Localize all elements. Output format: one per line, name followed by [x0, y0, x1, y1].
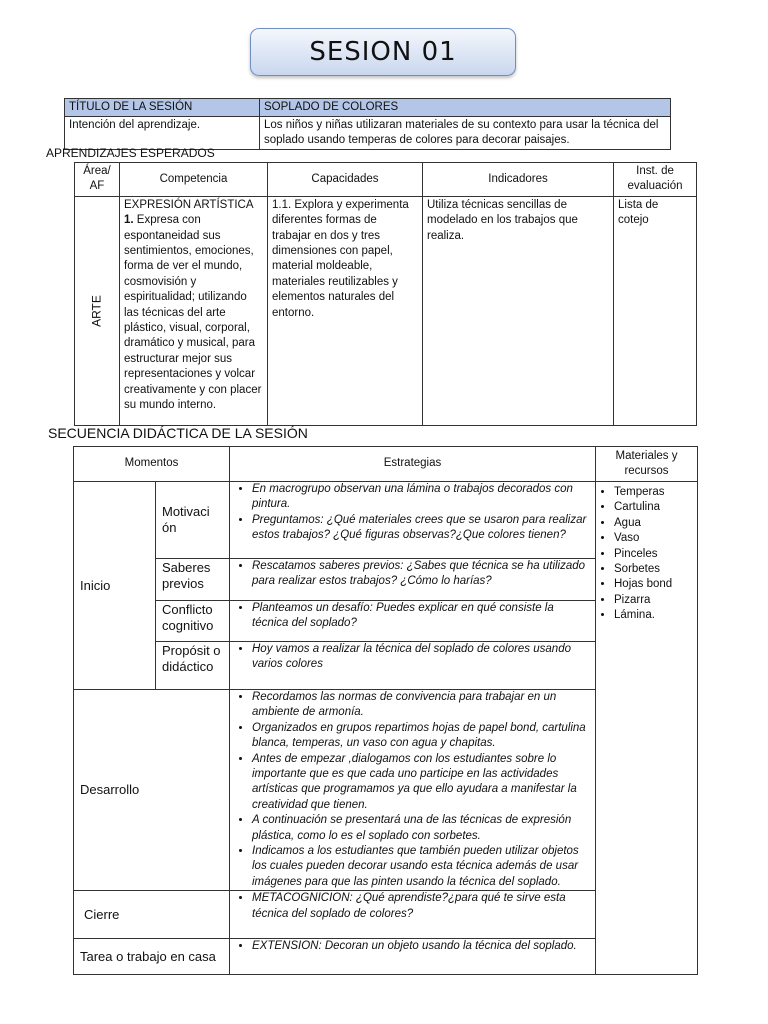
secuencia-header-row: [74, 447, 698, 482]
list-item: • Pizarra: [614, 593, 693, 608]
aprendizajes-row: [75, 196, 697, 425]
proposito-strategies: [230, 642, 596, 690]
list-item: • Temperas: [614, 485, 693, 500]
materiales-list: [600, 485, 693, 624]
proposito-label: Propósit o didáctico: [156, 642, 230, 690]
conflicto-list: [234, 601, 591, 632]
header-indicadores: Indicadores: [423, 163, 614, 197]
list-item: • Hojas bond: [614, 577, 693, 592]
list-item: • Agua: [614, 516, 693, 531]
list-item: • Organizados en grupos repartimos hojas de papel bond, cartulina blanca, temperas, un vaso con agua y chapitas.: [252, 721, 591, 752]
list-item: • Lámina.: [614, 608, 693, 623]
desarrollo-list: [234, 690, 591, 890]
list-item: • Planteamos un desafío: Puedes explicar en qué consiste la técnica del soplado?: [252, 601, 591, 632]
list-item: • A continuación se presentará una de las técnicas de expresión plástica, como lo es el soplado con sorbetes.: [252, 813, 591, 844]
cierre-list: [234, 891, 591, 922]
session-title: SESION 01: [250, 28, 516, 76]
inicio-label: Inicio: [74, 482, 156, 690]
list-item: • Cartulina: [614, 500, 693, 515]
header-competencia: Competencia: [120, 163, 268, 197]
session-info-table: [64, 98, 671, 150]
indicadores-cell: Utiliza técnicas sencillas de modelado en los trabajos que realiza.: [423, 196, 614, 425]
list-item: • Sorbetes: [614, 562, 693, 577]
list-item: • Hoy vamos a realizar la técnica del soplado de colores usando varios colores: [252, 642, 591, 673]
motivacion-row: [74, 482, 698, 559]
competencia-description: Expresa con espontaneidad sus sentimientos, emociones, forma de ver el mundo, cosmovisión y espiritualidad; utilizando las técnicas del arte plástico, visual, corporal, dramático y musical, para estructurar mejor sus representaciones y volcar creativamente y con placer su mundo interno.: [124, 214, 262, 412]
proposito-list: [234, 642, 591, 673]
header-inst: Inst. de evaluación: [614, 163, 697, 197]
desarrollo-label: Desarrollo: [74, 690, 230, 891]
capacidades-cell: 1.1. Explora y experimenta diferentes formas de trabajar en dos y tres dimensiones con papel, material moldeable, materiales reutilizables y elementos naturales del entorno.: [268, 196, 423, 425]
tarea-list: [234, 939, 591, 954]
list-item: • Vaso: [614, 531, 693, 546]
list-item: • Antes de empezar ,dialogamos con los estudiantes sobre lo importante que es que cada uno participe en las actividades artísticas que programamos ya que ello ayudara a manifestar la creatividad que tienen.: [252, 752, 591, 814]
aprendizajes-header-row: [75, 163, 697, 197]
header-estrategias: Estrategias: [230, 447, 596, 482]
secuencia-table: [73, 446, 698, 975]
saberes-label: Saberes previos: [156, 559, 230, 601]
list-item: • Recordamos las normas de convivencia para trabajar en un ambiente de armonía.: [252, 690, 591, 721]
secuencia-label: SECUENCIA DIDÁCTICA DE LA SESIÓN: [48, 425, 308, 441]
area-cell: [75, 196, 120, 425]
tarea-label: Tarea o trabajo en casa: [74, 939, 230, 975]
motivacion-list: [234, 482, 591, 544]
intent-label: Intención del aprendizaje.: [65, 117, 260, 150]
aprendizajes-label: APRENDIZAJES ESPERADOS: [46, 146, 215, 160]
intent-value: Los niños y niñas utilizaran materiales de su contexto para usar la técnica del soplado usando temperas de colores para decorar paisajes.: [260, 117, 671, 150]
list-item: • EXTENSION: Decoran un objeto usando la técnica del soplado.: [252, 939, 591, 954]
materiales-cell: [596, 482, 698, 975]
competencia-number: 1.: [124, 214, 134, 227]
header-area: Área/ AF: [75, 163, 120, 197]
tarea-strategies: [230, 939, 596, 975]
saberes-list: [234, 559, 591, 590]
list-item: • Pinceles: [614, 547, 693, 562]
list-item: • Preguntamos: ¿Qué materiales crees que se usaron para realizar estos trabajos? ¿Qué figuras observas?¿Que colores tienen?: [252, 513, 591, 544]
list-item: • En macrogrupo observan una lámina o trabajos decorados con pintura.: [252, 482, 591, 513]
aprendizajes-table: [74, 162, 697, 426]
header-capacidades: Capacidades: [268, 163, 423, 197]
competencia-cell: [120, 196, 268, 425]
list-item: • METACOGNICION: ¿Qué aprendiste?¿para qué te sirve esta técnica del soplado de colores?: [252, 891, 591, 922]
header-materiales: Materiales y recursos: [596, 447, 698, 482]
competencia-text: [124, 213, 263, 413]
session-title-row: [65, 99, 671, 117]
list-item: • Indicamos a los estudiantes que también pueden utilizar objetos los cuales pueden decorar usando esta técnica además de usar imágenes para que las pinten usando la técnica del soplado.: [252, 844, 591, 890]
header-momentos: Momentos: [74, 447, 230, 482]
area-value: ARTE: [89, 294, 104, 327]
list-item: • Rescatamos saberes previos: ¿Sabes que técnica se ha utilizado para realizar estos trabajos? ¿Cómo lo harías?: [252, 559, 591, 590]
session-title-value: SOPLADO DE COLORES: [260, 99, 671, 117]
cierre-label: Cierre: [74, 891, 230, 939]
inst-cell: Lista de cotejo: [614, 196, 697, 425]
saberes-strategies: [230, 559, 596, 601]
motivacion-label: Motivaci ón: [156, 482, 230, 559]
desarrollo-strategies: [230, 690, 596, 891]
conflicto-label: Conflicto cognitivo: [156, 601, 230, 642]
session-title-label: TÍTULO DE LA SESIÓN: [65, 99, 260, 117]
conflicto-strategies: [230, 601, 596, 642]
cierre-strategies: [230, 891, 596, 939]
competencia-title: EXPRESIÓN ARTÍSTICA: [124, 198, 254, 211]
motivacion-strategies: [230, 482, 596, 559]
intent-row: [65, 117, 671, 150]
